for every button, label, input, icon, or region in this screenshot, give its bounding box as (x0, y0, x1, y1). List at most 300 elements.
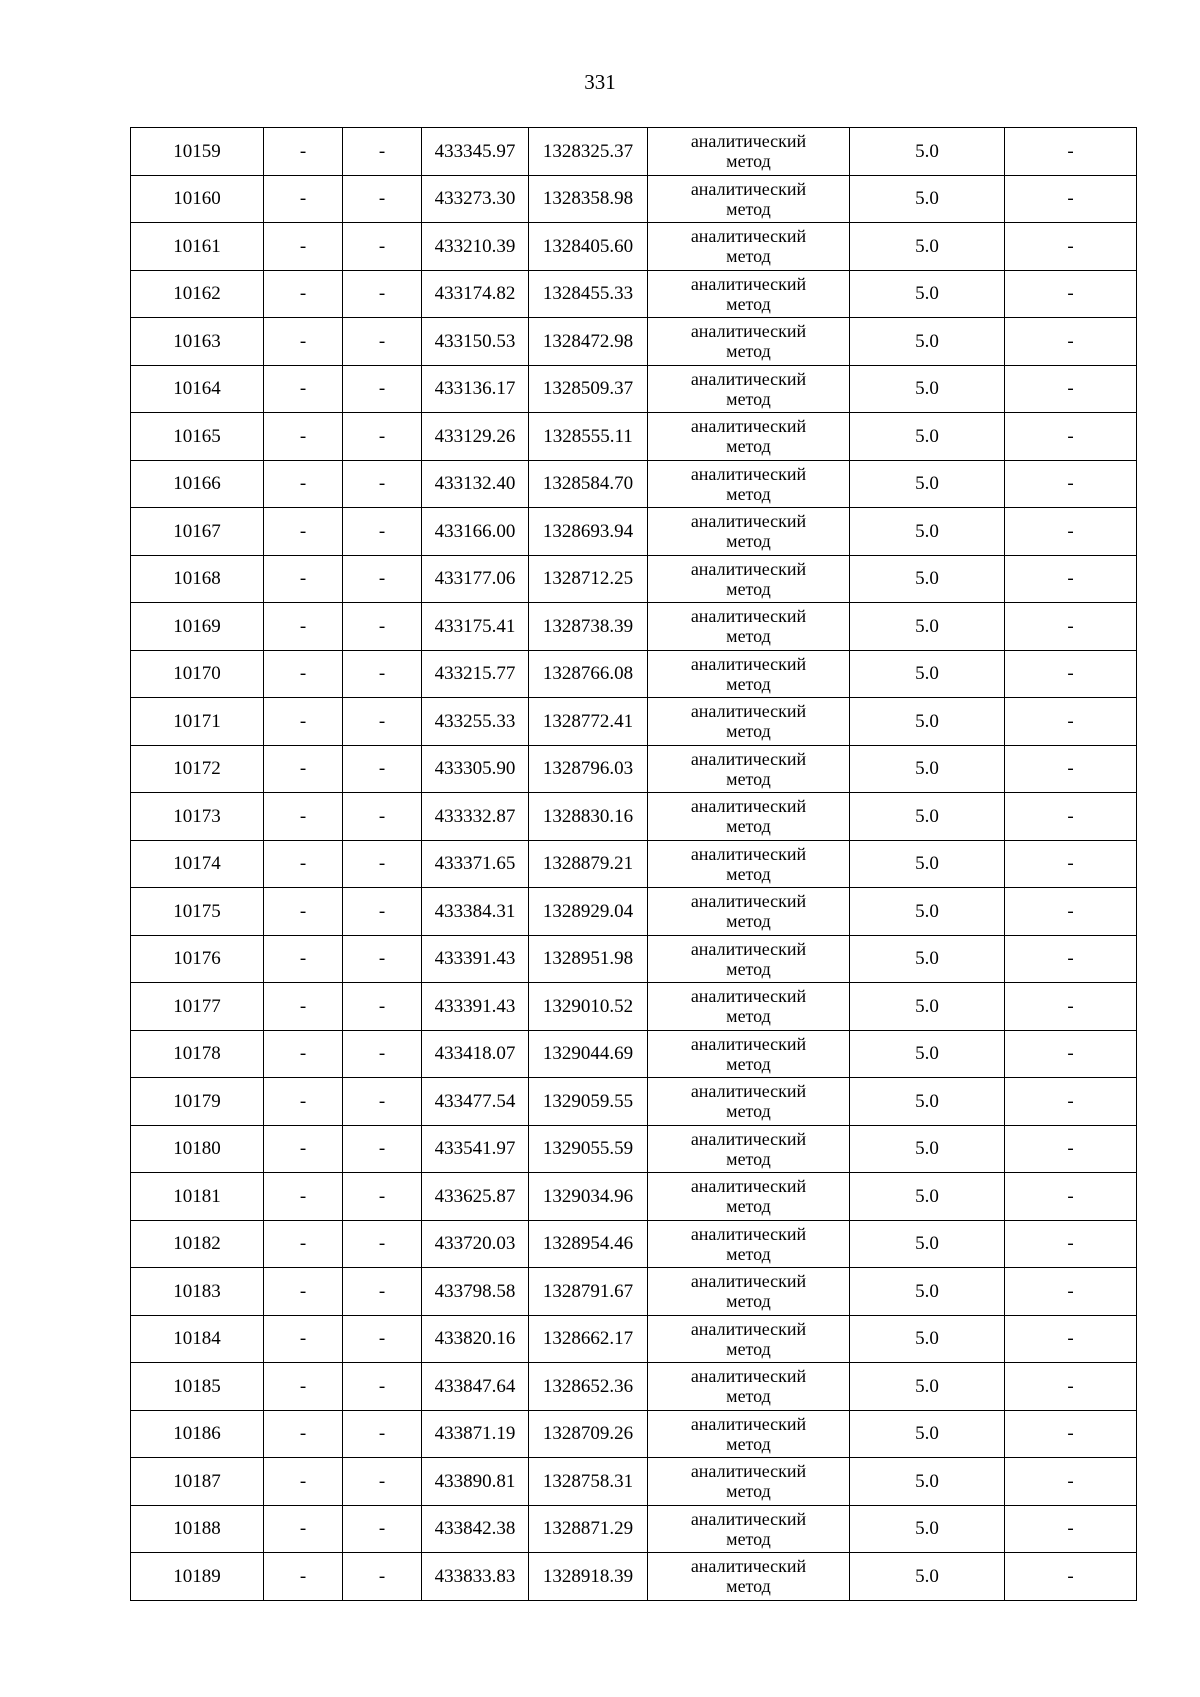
method-cell (648, 365, 850, 413)
empty-cell-a: - (264, 270, 343, 318)
table-row (131, 745, 1137, 793)
method-cell (648, 935, 850, 983)
x-coordinate-cell: 433210.39 (422, 223, 529, 271)
table-row (131, 365, 1137, 413)
x-coordinate-cell: 433418.07 (422, 1030, 529, 1078)
y-coordinate-cell: 1329010.52 (529, 983, 648, 1031)
method-line-2: метод (726, 531, 771, 552)
empty-cell-a: - (264, 698, 343, 746)
precision-cell: 5.0 (850, 1173, 1005, 1221)
method-line-2: метод (726, 721, 771, 742)
method-line-2: метод (726, 483, 771, 504)
method-line-1: аналитический (690, 511, 807, 532)
table-row (131, 460, 1137, 508)
precision-cell: 5.0 (850, 1363, 1005, 1411)
method-cell (648, 460, 850, 508)
table-row (131, 1363, 1137, 1411)
point-id-cell: 10187 (131, 1458, 264, 1506)
method-line-2: метод (726, 1433, 771, 1454)
method-line-1: аналитический (690, 1223, 807, 1244)
point-id-cell: 10184 (131, 1315, 264, 1363)
method-line-1: аналитический (690, 416, 807, 437)
empty-cell-b: - (343, 1363, 422, 1411)
empty-cell-a: - (264, 1363, 343, 1411)
method-cell (648, 1125, 850, 1173)
point-id-cell: 10175 (131, 888, 264, 936)
precision-cell: 5.0 (850, 508, 1005, 556)
empty-cell-a: - (264, 1030, 343, 1078)
x-coordinate-cell: 433820.16 (422, 1315, 529, 1363)
table-row (131, 128, 1137, 176)
empty-cell-b: - (343, 413, 422, 461)
empty-cell-b: - (343, 1410, 422, 1458)
method-line-2: метод (726, 816, 771, 837)
empty-cell-b: - (343, 1078, 422, 1126)
method-cell (648, 793, 850, 841)
table-row (131, 1030, 1137, 1078)
point-id-cell: 10182 (131, 1220, 264, 1268)
y-coordinate-cell: 1328738.39 (529, 603, 648, 651)
method-line-2: метод (726, 578, 771, 599)
y-coordinate-cell: 1328758.31 (529, 1458, 648, 1506)
table-row (131, 223, 1137, 271)
y-coordinate-cell: 1328951.98 (529, 935, 648, 983)
y-coordinate-cell: 1328325.37 (529, 128, 648, 176)
method-cell (648, 270, 850, 318)
y-coordinate-cell: 1328709.26 (529, 1410, 648, 1458)
x-coordinate-cell: 433541.97 (422, 1125, 529, 1173)
note-cell: - (1005, 603, 1137, 651)
note-cell: - (1005, 1553, 1137, 1601)
precision-cell: 5.0 (850, 1220, 1005, 1268)
method-line-2: метод (726, 1053, 771, 1074)
method-line-1: аналитический (690, 273, 807, 294)
note-cell: - (1005, 698, 1137, 746)
note-cell: - (1005, 888, 1137, 936)
empty-cell-a: - (264, 508, 343, 556)
precision-cell: 5.0 (850, 840, 1005, 888)
table-row (131, 793, 1137, 841)
precision-cell: 5.0 (850, 1553, 1005, 1601)
method-line-2: метод (726, 151, 771, 172)
empty-cell-b: - (343, 508, 422, 556)
empty-cell-b: - (343, 698, 422, 746)
table-row (131, 270, 1137, 318)
method-cell (648, 128, 850, 176)
empty-cell-b: - (343, 318, 422, 366)
table-row (131, 935, 1137, 983)
method-line-1: аналитический (690, 986, 807, 1007)
method-cell (648, 318, 850, 366)
empty-cell-a: - (264, 1505, 343, 1553)
x-coordinate-cell: 433255.33 (422, 698, 529, 746)
note-cell: - (1005, 1458, 1137, 1506)
note-cell: - (1005, 1268, 1137, 1316)
method-line-2: метод (726, 958, 771, 979)
point-id-cell: 10176 (131, 935, 264, 983)
method-line-1: аналитический (690, 558, 807, 579)
method-line-2: метод (726, 1528, 771, 1549)
method-cell (648, 1220, 850, 1268)
empty-cell-b: - (343, 1458, 422, 1506)
method-line-2: метод (726, 1481, 771, 1502)
method-line-2: метод (726, 1291, 771, 1312)
empty-cell-b: - (343, 935, 422, 983)
method-line-2: метод (726, 198, 771, 219)
x-coordinate-cell: 433371.65 (422, 840, 529, 888)
note-cell: - (1005, 1363, 1137, 1411)
x-coordinate-cell: 433215.77 (422, 650, 529, 698)
method-cell (648, 1268, 850, 1316)
x-coordinate-cell: 433175.41 (422, 603, 529, 651)
note-cell: - (1005, 555, 1137, 603)
method-line-1: аналитический (690, 891, 807, 912)
empty-cell-a: - (264, 1315, 343, 1363)
method-line-2: метод (726, 626, 771, 647)
note-cell: - (1005, 318, 1137, 366)
method-line-2: метод (726, 293, 771, 314)
empty-cell-a: - (264, 1125, 343, 1173)
method-line-2: метод (726, 768, 771, 789)
precision-cell: 5.0 (850, 365, 1005, 413)
empty-cell-a: - (264, 128, 343, 176)
table-row (131, 603, 1137, 651)
method-line-2: метод (726, 341, 771, 362)
y-coordinate-cell: 1328472.98 (529, 318, 648, 366)
method-line-1: аналитический (690, 701, 807, 722)
empty-cell-a: - (264, 175, 343, 223)
x-coordinate-cell: 433391.43 (422, 935, 529, 983)
point-id-cell: 10159 (131, 128, 264, 176)
method-cell (648, 413, 850, 461)
precision-cell: 5.0 (850, 1505, 1005, 1553)
table-row (131, 650, 1137, 698)
point-id-cell: 10166 (131, 460, 264, 508)
method-line-1: аналитический (690, 1318, 807, 1339)
precision-cell: 5.0 (850, 1458, 1005, 1506)
method-line-2: метод (726, 911, 771, 932)
table-row (131, 175, 1137, 223)
y-coordinate-cell: 1329044.69 (529, 1030, 648, 1078)
point-id-cell: 10170 (131, 650, 264, 698)
method-line-1: аналитический (690, 1271, 807, 1292)
method-line-1: аналитический (690, 1176, 807, 1197)
table-row (131, 555, 1137, 603)
x-coordinate-cell: 433129.26 (422, 413, 529, 461)
empty-cell-b: - (343, 1173, 422, 1221)
precision-cell: 5.0 (850, 698, 1005, 746)
empty-cell-b: - (343, 1505, 422, 1553)
point-id-cell: 10163 (131, 318, 264, 366)
method-cell (648, 223, 850, 271)
method-line-2: метод (726, 1101, 771, 1122)
coordinates-table (130, 127, 1137, 1601)
method-line-2: метод (726, 1386, 771, 1407)
method-line-1: аналитический (690, 226, 807, 247)
method-cell (648, 1030, 850, 1078)
empty-cell-b: - (343, 1220, 422, 1268)
note-cell: - (1005, 460, 1137, 508)
empty-cell-a: - (264, 1410, 343, 1458)
x-coordinate-cell: 433166.00 (422, 508, 529, 556)
table-row (131, 413, 1137, 461)
precision-cell: 5.0 (850, 270, 1005, 318)
method-line-1: аналитический (690, 1081, 807, 1102)
note-cell: - (1005, 1125, 1137, 1173)
method-line-1: аналитический (690, 368, 807, 389)
y-coordinate-cell: 1328555.11 (529, 413, 648, 461)
point-id-cell: 10177 (131, 983, 264, 1031)
x-coordinate-cell: 433847.64 (422, 1363, 529, 1411)
x-coordinate-cell: 433798.58 (422, 1268, 529, 1316)
x-coordinate-cell: 433384.31 (422, 888, 529, 936)
y-coordinate-cell: 1328358.98 (529, 175, 648, 223)
method-cell (648, 983, 850, 1031)
x-coordinate-cell: 433477.54 (422, 1078, 529, 1126)
x-coordinate-cell: 433833.83 (422, 1553, 529, 1601)
method-cell (648, 650, 850, 698)
empty-cell-b: - (343, 128, 422, 176)
note-cell: - (1005, 1220, 1137, 1268)
method-line-2: метод (726, 436, 771, 457)
method-line-1: аналитический (690, 321, 807, 342)
method-line-1: аналитический (690, 1033, 807, 1054)
y-coordinate-cell: 1329055.59 (529, 1125, 648, 1173)
method-cell (648, 1315, 850, 1363)
empty-cell-a: - (264, 650, 343, 698)
method-line-1: аналитический (690, 606, 807, 627)
empty-cell-b: - (343, 365, 422, 413)
precision-cell: 5.0 (850, 603, 1005, 651)
y-coordinate-cell: 1328796.03 (529, 745, 648, 793)
empty-cell-b: - (343, 603, 422, 651)
precision-cell: 5.0 (850, 793, 1005, 841)
point-id-cell: 10167 (131, 508, 264, 556)
method-line-1: аналитический (690, 796, 807, 817)
table-row (131, 698, 1137, 746)
method-line-2: метод (726, 1576, 771, 1597)
note-cell: - (1005, 270, 1137, 318)
empty-cell-b: - (343, 650, 422, 698)
y-coordinate-cell: 1328871.29 (529, 1505, 648, 1553)
note-cell: - (1005, 1410, 1137, 1458)
method-cell (648, 888, 850, 936)
table-row (131, 1458, 1137, 1506)
method-cell (648, 698, 850, 746)
x-coordinate-cell: 433150.53 (422, 318, 529, 366)
table-row (131, 1078, 1137, 1126)
precision-cell: 5.0 (850, 460, 1005, 508)
empty-cell-a: - (264, 793, 343, 841)
precision-cell: 5.0 (850, 935, 1005, 983)
empty-cell-a: - (264, 1078, 343, 1126)
empty-cell-b: - (343, 223, 422, 271)
precision-cell: 5.0 (850, 555, 1005, 603)
point-id-cell: 10186 (131, 1410, 264, 1458)
precision-cell: 5.0 (850, 318, 1005, 366)
empty-cell-a: - (264, 888, 343, 936)
y-coordinate-cell: 1328791.67 (529, 1268, 648, 1316)
empty-cell-a: - (264, 1458, 343, 1506)
method-cell (648, 1458, 850, 1506)
note-cell: - (1005, 650, 1137, 698)
empty-cell-a: - (264, 413, 343, 461)
empty-cell-b: - (343, 840, 422, 888)
method-line-1: аналитический (690, 178, 807, 199)
method-cell (648, 508, 850, 556)
empty-cell-a: - (264, 1553, 343, 1601)
empty-cell-b: - (343, 270, 422, 318)
method-line-2: метод (726, 388, 771, 409)
table-row (131, 1173, 1137, 1221)
x-coordinate-cell: 433391.43 (422, 983, 529, 1031)
empty-cell-b: - (343, 793, 422, 841)
empty-cell-a: - (264, 555, 343, 603)
empty-cell-b: - (343, 1268, 422, 1316)
table-row (131, 1505, 1137, 1553)
point-id-cell: 10171 (131, 698, 264, 746)
point-id-cell: 10179 (131, 1078, 264, 1126)
method-line-2: метод (726, 1243, 771, 1264)
y-coordinate-cell: 1328652.36 (529, 1363, 648, 1411)
method-line-1: аналитический (690, 1366, 807, 1387)
table-row (131, 1268, 1137, 1316)
method-cell (648, 840, 850, 888)
empty-cell-a: - (264, 318, 343, 366)
precision-cell: 5.0 (850, 413, 1005, 461)
point-id-cell: 10189 (131, 1553, 264, 1601)
x-coordinate-cell: 433345.97 (422, 128, 529, 176)
table-row (131, 1410, 1137, 1458)
point-id-cell: 10160 (131, 175, 264, 223)
precision-cell: 5.0 (850, 1268, 1005, 1316)
method-line-2: метод (726, 1338, 771, 1359)
empty-cell-a: - (264, 603, 343, 651)
note-cell: - (1005, 365, 1137, 413)
x-coordinate-cell: 433890.81 (422, 1458, 529, 1506)
table-row (131, 508, 1137, 556)
empty-cell-a: - (264, 460, 343, 508)
method-cell (648, 1173, 850, 1221)
point-id-cell: 10173 (131, 793, 264, 841)
y-coordinate-cell: 1328455.33 (529, 270, 648, 318)
x-coordinate-cell: 433625.87 (422, 1173, 529, 1221)
note-cell: - (1005, 223, 1137, 271)
empty-cell-a: - (264, 840, 343, 888)
y-coordinate-cell: 1328584.70 (529, 460, 648, 508)
empty-cell-b: - (343, 555, 422, 603)
table-row (131, 1220, 1137, 1268)
method-line-2: метод (726, 1196, 771, 1217)
precision-cell: 5.0 (850, 983, 1005, 1031)
x-coordinate-cell: 433132.40 (422, 460, 529, 508)
empty-cell-b: - (343, 1030, 422, 1078)
note-cell: - (1005, 935, 1137, 983)
empty-cell-b: - (343, 1315, 422, 1363)
method-line-1: аналитический (690, 1508, 807, 1529)
note-cell: - (1005, 1078, 1137, 1126)
precision-cell: 5.0 (850, 1125, 1005, 1173)
point-id-cell: 10183 (131, 1268, 264, 1316)
precision-cell: 5.0 (850, 1078, 1005, 1126)
empty-cell-a: - (264, 935, 343, 983)
method-line-2: метод (726, 246, 771, 267)
method-line-1: аналитический (690, 131, 807, 152)
precision-cell: 5.0 (850, 650, 1005, 698)
point-id-cell: 10168 (131, 555, 264, 603)
y-coordinate-cell: 1328772.41 (529, 698, 648, 746)
method-line-1: аналитический (690, 843, 807, 864)
x-coordinate-cell: 433174.82 (422, 270, 529, 318)
x-coordinate-cell: 433720.03 (422, 1220, 529, 1268)
y-coordinate-cell: 1328830.16 (529, 793, 648, 841)
x-coordinate-cell: 433332.87 (422, 793, 529, 841)
point-id-cell: 10174 (131, 840, 264, 888)
precision-cell: 5.0 (850, 1315, 1005, 1363)
y-coordinate-cell: 1328712.25 (529, 555, 648, 603)
note-cell: - (1005, 1173, 1137, 1221)
empty-cell-b: - (343, 983, 422, 1031)
method-line-2: метод (726, 863, 771, 884)
precision-cell: 5.0 (850, 175, 1005, 223)
note-cell: - (1005, 1030, 1137, 1078)
y-coordinate-cell: 1328693.94 (529, 508, 648, 556)
empty-cell-a: - (264, 223, 343, 271)
method-line-1: аналитический (690, 653, 807, 674)
y-coordinate-cell: 1328918.39 (529, 1553, 648, 1601)
point-id-cell: 10169 (131, 603, 264, 651)
table-row (131, 983, 1137, 1031)
method-cell (648, 1078, 850, 1126)
x-coordinate-cell: 433136.17 (422, 365, 529, 413)
point-id-cell: 10162 (131, 270, 264, 318)
precision-cell: 5.0 (850, 1030, 1005, 1078)
method-cell (648, 603, 850, 651)
table-row (131, 318, 1137, 366)
note-cell: - (1005, 793, 1137, 841)
note-cell: - (1005, 1315, 1137, 1363)
precision-cell: 5.0 (850, 223, 1005, 271)
x-coordinate-cell: 433177.06 (422, 555, 529, 603)
note-cell: - (1005, 413, 1137, 461)
x-coordinate-cell: 433842.38 (422, 1505, 529, 1553)
point-id-cell: 10178 (131, 1030, 264, 1078)
coordinates-table-body (131, 128, 1137, 1601)
empty-cell-b: - (343, 1125, 422, 1173)
point-id-cell: 10172 (131, 745, 264, 793)
point-id-cell: 10188 (131, 1505, 264, 1553)
y-coordinate-cell: 1328879.21 (529, 840, 648, 888)
y-coordinate-cell: 1329034.96 (529, 1173, 648, 1221)
method-line-1: аналитический (690, 1461, 807, 1482)
method-cell (648, 175, 850, 223)
empty-cell-a: - (264, 1173, 343, 1221)
empty-cell-b: - (343, 1553, 422, 1601)
method-cell (648, 1363, 850, 1411)
point-id-cell: 10165 (131, 413, 264, 461)
point-id-cell: 10181 (131, 1173, 264, 1221)
empty-cell-b: - (343, 888, 422, 936)
method-line-2: метод (726, 1148, 771, 1169)
empty-cell-a: - (264, 983, 343, 1031)
note-cell: - (1005, 1505, 1137, 1553)
y-coordinate-cell: 1328509.37 (529, 365, 648, 413)
empty-cell-b: - (343, 460, 422, 508)
note-cell: - (1005, 128, 1137, 176)
precision-cell: 5.0 (850, 745, 1005, 793)
method-cell (648, 1410, 850, 1458)
table-row (131, 840, 1137, 888)
